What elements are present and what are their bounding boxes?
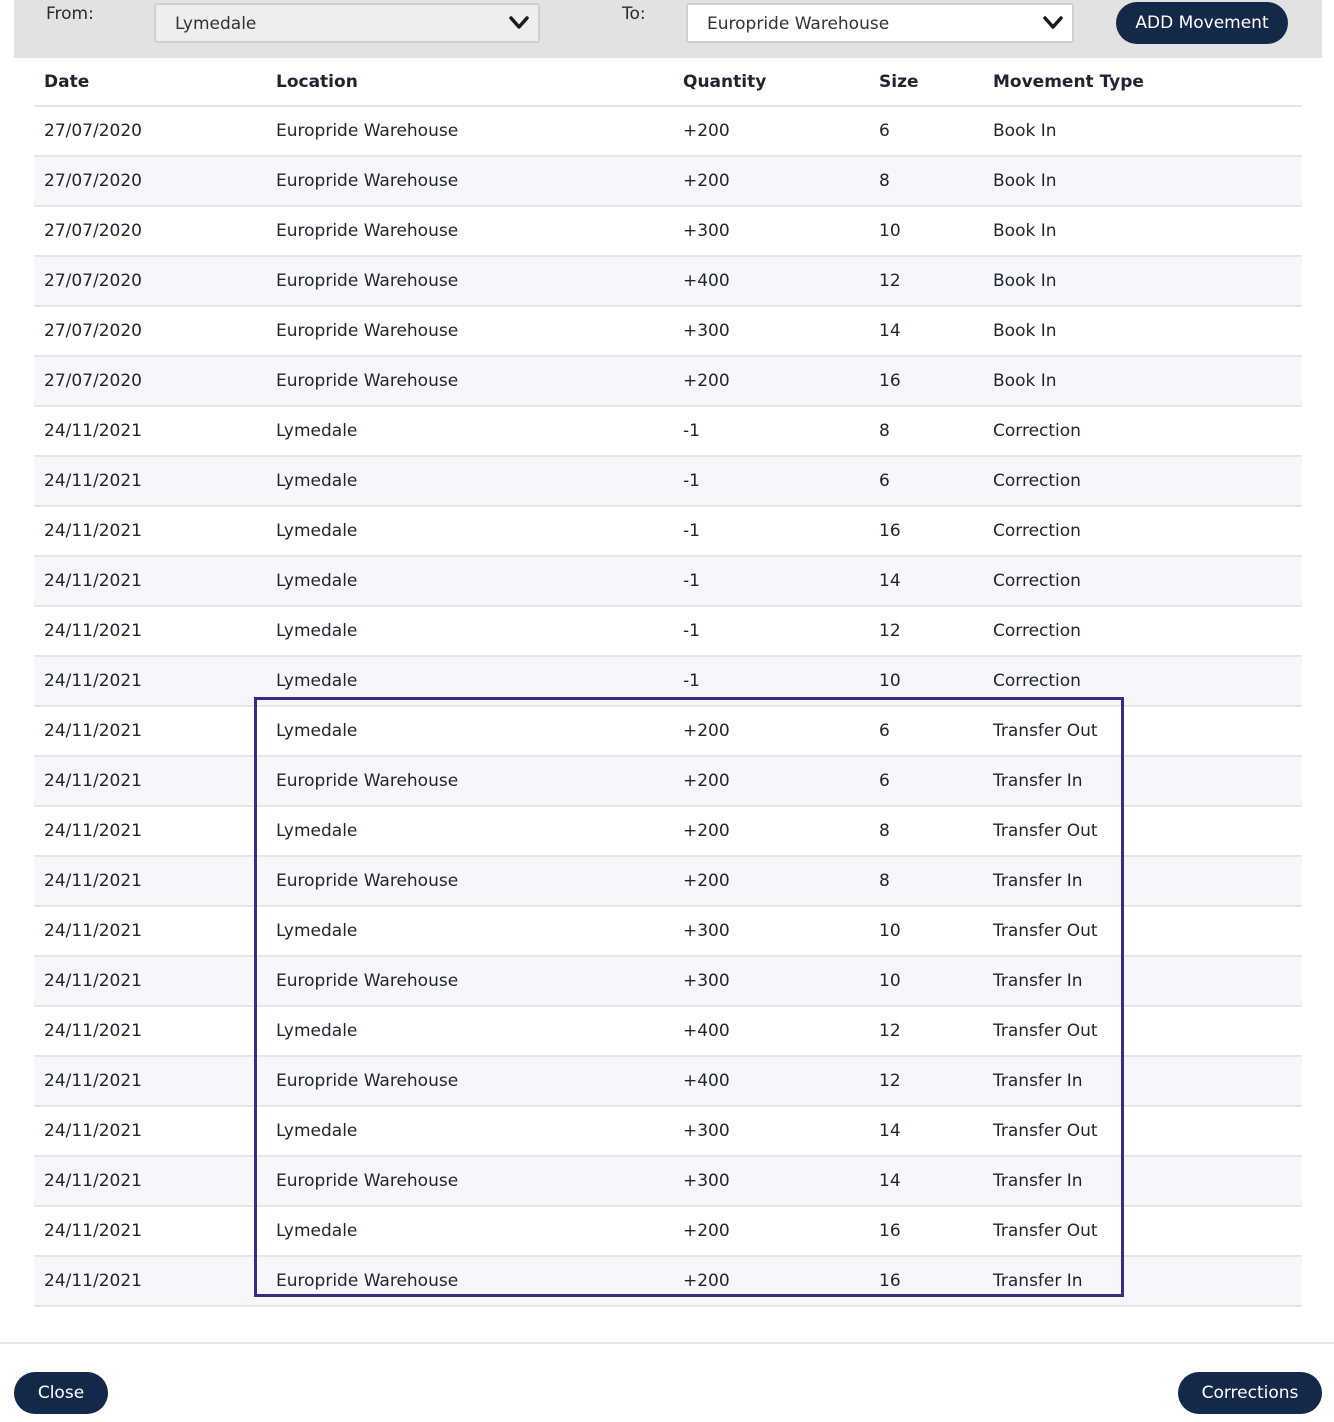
cell-location: Lymedale bbox=[266, 906, 673, 956]
cell-size: 14 bbox=[869, 306, 983, 356]
cell-movement-type: Transfer Out bbox=[983, 906, 1302, 956]
cell-size: 6 bbox=[869, 456, 983, 506]
cell-size: 16 bbox=[869, 1256, 983, 1306]
cell-quantity: +300 bbox=[673, 956, 869, 1006]
cell-quantity: +400 bbox=[673, 1056, 869, 1106]
cell-quantity: -1 bbox=[673, 556, 869, 606]
cell-size: 6 bbox=[869, 106, 983, 156]
table-row[interactable] bbox=[34, 506, 1302, 556]
table-row[interactable] bbox=[34, 656, 1302, 706]
table-row[interactable] bbox=[34, 1006, 1302, 1056]
cell-quantity: +300 bbox=[673, 906, 869, 956]
cell-quantity: -1 bbox=[673, 506, 869, 556]
cell-size: 12 bbox=[869, 256, 983, 306]
cell-quantity: +200 bbox=[673, 106, 869, 156]
cell-date: 24/11/2021 bbox=[34, 1206, 266, 1256]
cell-date: 24/11/2021 bbox=[34, 1156, 266, 1206]
cell-quantity: +300 bbox=[673, 306, 869, 356]
to-select-value: Europride Warehouse bbox=[707, 14, 890, 34]
cell-movement-type: Book In bbox=[983, 206, 1302, 256]
cell-movement-type: Transfer Out bbox=[983, 1106, 1302, 1156]
table-row[interactable] bbox=[34, 706, 1302, 756]
cell-location: Europride Warehouse bbox=[266, 1156, 673, 1206]
cell-movement-type: Transfer Out bbox=[983, 1206, 1302, 1256]
cell-date: 27/07/2020 bbox=[34, 156, 266, 206]
cell-date: 27/07/2020 bbox=[34, 256, 266, 306]
cell-quantity: +200 bbox=[673, 706, 869, 756]
cell-date: 24/11/2021 bbox=[34, 1006, 266, 1056]
table-row[interactable] bbox=[34, 1256, 1302, 1306]
table-row[interactable] bbox=[34, 856, 1302, 906]
cell-location: Lymedale bbox=[266, 1106, 673, 1156]
column-header-date[interactable]: Date bbox=[34, 58, 266, 106]
cell-location: Europride Warehouse bbox=[266, 156, 673, 206]
cell-location: Lymedale bbox=[266, 706, 673, 756]
add-movement-button[interactable]: ADD Movement bbox=[1116, 2, 1288, 44]
table-row[interactable] bbox=[34, 156, 1302, 206]
cell-quantity: +200 bbox=[673, 1206, 869, 1256]
column-header-quantity[interactable]: Quantity bbox=[673, 58, 869, 106]
cell-date: 27/07/2020 bbox=[34, 306, 266, 356]
cell-movement-type: Transfer In bbox=[983, 1056, 1302, 1106]
cell-size: 6 bbox=[869, 756, 983, 806]
cell-date: 27/07/2020 bbox=[34, 106, 266, 156]
cell-location: Europride Warehouse bbox=[266, 1056, 673, 1106]
cell-location: Lymedale bbox=[266, 456, 673, 506]
table-row[interactable] bbox=[34, 806, 1302, 856]
cell-movement-type: Transfer In bbox=[983, 956, 1302, 1006]
cell-movement-type: Transfer In bbox=[983, 1156, 1302, 1206]
table-row[interactable] bbox=[34, 306, 1302, 356]
cell-movement-type: Book In bbox=[983, 156, 1302, 206]
column-header-location[interactable]: Location bbox=[266, 58, 673, 106]
cell-date: 24/11/2021 bbox=[34, 1056, 266, 1106]
cell-size: 12 bbox=[869, 1056, 983, 1106]
cell-quantity: +300 bbox=[673, 206, 869, 256]
cell-location: Lymedale bbox=[266, 1006, 673, 1056]
cell-movement-type: Correction bbox=[983, 406, 1302, 456]
to-label: To: bbox=[622, 4, 646, 24]
cell-location: Europride Warehouse bbox=[266, 206, 673, 256]
cell-quantity: +200 bbox=[673, 156, 869, 206]
cell-quantity: +400 bbox=[673, 1006, 869, 1056]
cell-location: Europride Warehouse bbox=[266, 306, 673, 356]
cell-size: 16 bbox=[869, 1206, 983, 1256]
table-row[interactable] bbox=[34, 606, 1302, 656]
cell-movement-type: Transfer Out bbox=[983, 806, 1302, 856]
cell-location: Lymedale bbox=[266, 606, 673, 656]
cell-location: Lymedale bbox=[266, 506, 673, 556]
cell-location: Lymedale bbox=[266, 556, 673, 606]
cell-date: 24/11/2021 bbox=[34, 606, 266, 656]
cell-location: Lymedale bbox=[266, 406, 673, 456]
cell-date: 24/11/2021 bbox=[34, 656, 266, 706]
cell-size: 14 bbox=[869, 1106, 983, 1156]
cell-location: Europride Warehouse bbox=[266, 1256, 673, 1306]
cell-movement-type: Correction bbox=[983, 606, 1302, 656]
cell-date: 24/11/2021 bbox=[34, 556, 266, 606]
table-row[interactable] bbox=[34, 256, 1302, 306]
cell-movement-type: Book In bbox=[983, 106, 1302, 156]
cell-movement-type: Book In bbox=[983, 256, 1302, 306]
cell-movement-type: Correction bbox=[983, 456, 1302, 506]
chevron-down-icon bbox=[509, 15, 529, 31]
cell-date: 24/11/2021 bbox=[34, 806, 266, 856]
cell-quantity: -1 bbox=[673, 406, 869, 456]
cell-date: 24/11/2021 bbox=[34, 906, 266, 956]
cell-movement-type: Correction bbox=[983, 506, 1302, 556]
cell-quantity: +200 bbox=[673, 1256, 869, 1306]
chevron-down-icon bbox=[1043, 15, 1063, 31]
table-row[interactable] bbox=[34, 956, 1302, 1006]
from-select-value: Lymedale bbox=[175, 14, 257, 34]
cell-size: 16 bbox=[869, 356, 983, 406]
cell-quantity: +300 bbox=[673, 1106, 869, 1156]
cell-movement-type: Correction bbox=[983, 656, 1302, 706]
cell-date: 24/11/2021 bbox=[34, 756, 266, 806]
cell-date: 24/11/2021 bbox=[34, 1256, 266, 1306]
cell-location: Europride Warehouse bbox=[266, 956, 673, 1006]
cell-size: 8 bbox=[869, 806, 983, 856]
column-header-movement-type[interactable]: Movement Type bbox=[983, 58, 1302, 106]
cell-quantity: +300 bbox=[673, 1156, 869, 1206]
table-row[interactable] bbox=[34, 356, 1302, 406]
cell-location: Europride Warehouse bbox=[266, 256, 673, 306]
cell-movement-type: Correction bbox=[983, 556, 1302, 606]
table-row[interactable] bbox=[34, 1106, 1302, 1156]
cell-quantity: -1 bbox=[673, 606, 869, 656]
corrections-button[interactable]: Corrections bbox=[1178, 1372, 1322, 1414]
table-row[interactable] bbox=[34, 206, 1302, 256]
table-row[interactable] bbox=[34, 1206, 1302, 1256]
cell-date: 24/11/2021 bbox=[34, 1106, 266, 1156]
to-select[interactable] bbox=[686, 3, 1074, 43]
cell-movement-type: Book In bbox=[983, 356, 1302, 406]
cell-location: Europride Warehouse bbox=[266, 106, 673, 156]
cell-movement-type: Transfer Out bbox=[983, 706, 1302, 756]
table-row[interactable] bbox=[34, 456, 1302, 506]
cell-movement-type: Transfer In bbox=[983, 856, 1302, 906]
cell-size: 10 bbox=[869, 656, 983, 706]
table-header-row bbox=[34, 58, 1302, 106]
cell-location: Lymedale bbox=[266, 656, 673, 706]
cell-movement-type: Transfer In bbox=[983, 1256, 1302, 1306]
cell-location: Lymedale bbox=[266, 1206, 673, 1256]
cell-date: 24/11/2021 bbox=[34, 406, 266, 456]
cell-quantity: +200 bbox=[673, 856, 869, 906]
cell-size: 8 bbox=[869, 856, 983, 906]
cell-date: 24/11/2021 bbox=[34, 506, 266, 556]
cell-size: 14 bbox=[869, 556, 983, 606]
cell-size: 10 bbox=[869, 906, 983, 956]
cell-quantity: +200 bbox=[673, 356, 869, 406]
cell-size: 6 bbox=[869, 706, 983, 756]
table-row[interactable] bbox=[34, 756, 1302, 806]
column-header-size[interactable]: Size bbox=[869, 58, 983, 106]
table-row[interactable] bbox=[34, 406, 1302, 456]
cell-quantity: +200 bbox=[673, 756, 869, 806]
table-row[interactable] bbox=[34, 556, 1302, 606]
footer-divider bbox=[0, 1342, 1334, 1344]
cell-location: Europride Warehouse bbox=[266, 356, 673, 406]
cell-quantity: +200 bbox=[673, 806, 869, 856]
close-button[interactable]: Close bbox=[14, 1372, 108, 1414]
cell-location: Europride Warehouse bbox=[266, 856, 673, 906]
cell-location: Lymedale bbox=[266, 806, 673, 856]
cell-movement-type: Book In bbox=[983, 306, 1302, 356]
cell-quantity: -1 bbox=[673, 656, 869, 706]
cell-date: 24/11/2021 bbox=[34, 856, 266, 906]
from-select[interactable] bbox=[154, 3, 540, 43]
cell-movement-type: Transfer In bbox=[983, 756, 1302, 806]
table-row[interactable] bbox=[34, 1056, 1302, 1106]
cell-quantity: -1 bbox=[673, 456, 869, 506]
table-row[interactable] bbox=[34, 1156, 1302, 1206]
cell-date: 24/11/2021 bbox=[34, 456, 266, 506]
table-row[interactable] bbox=[34, 906, 1302, 956]
cell-size: 8 bbox=[869, 406, 983, 456]
cell-size: 12 bbox=[869, 606, 983, 656]
cell-date: 24/11/2021 bbox=[34, 956, 266, 1006]
movements-table bbox=[34, 58, 1302, 1307]
cell-size: 16 bbox=[869, 506, 983, 556]
cell-date: 24/11/2021 bbox=[34, 706, 266, 756]
cell-size: 8 bbox=[869, 156, 983, 206]
cell-quantity: +400 bbox=[673, 256, 869, 306]
from-label: From: bbox=[46, 4, 94, 24]
cell-size: 10 bbox=[869, 956, 983, 1006]
cell-date: 27/07/2020 bbox=[34, 206, 266, 256]
cell-movement-type: Transfer Out bbox=[983, 1006, 1302, 1056]
table-row[interactable] bbox=[34, 106, 1302, 156]
cell-size: 14 bbox=[869, 1156, 983, 1206]
cell-size: 12 bbox=[869, 1006, 983, 1056]
cell-size: 10 bbox=[869, 206, 983, 256]
filter-bar bbox=[14, 0, 1322, 58]
cell-location: Europride Warehouse bbox=[266, 756, 673, 806]
cell-date: 27/07/2020 bbox=[34, 356, 266, 406]
